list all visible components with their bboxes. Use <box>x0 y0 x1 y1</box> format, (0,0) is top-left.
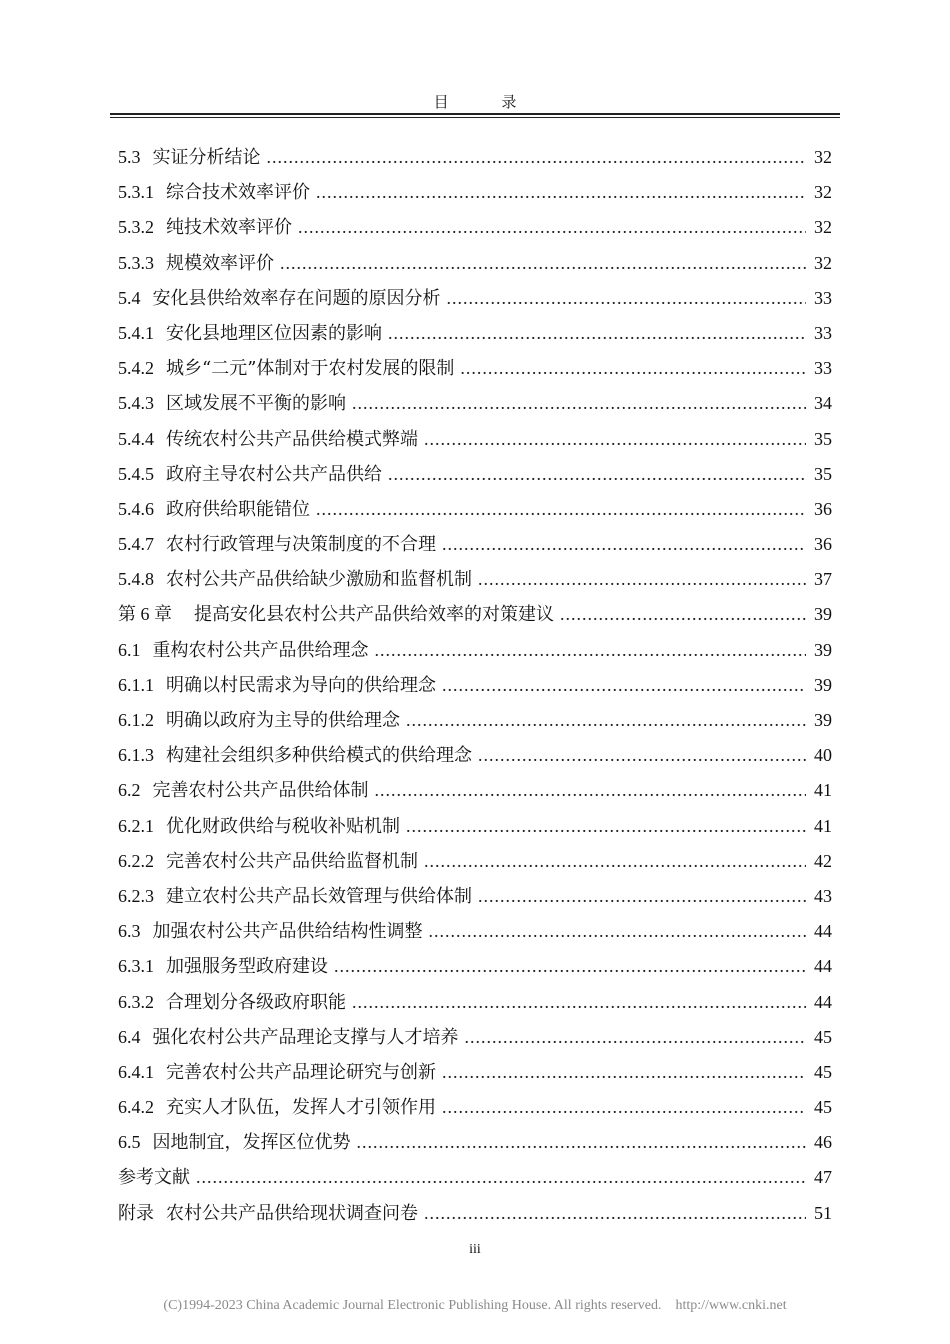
toc-entry-page: 36 <box>814 498 832 519</box>
toc-entry-number: 6.3 <box>118 921 141 942</box>
toc-entry-title: 完善农村公共产品供给监督机制 <box>166 850 418 872</box>
toc-leader-dots <box>478 738 806 773</box>
toc-entry-page: 47 <box>814 1167 832 1188</box>
toc-leader-dots <box>388 316 806 351</box>
toc-entry-number: 6.1.3 <box>118 745 154 766</box>
toc-entry[interactable] <box>118 773 832 808</box>
toc-entry[interactable] <box>118 1090 832 1125</box>
page-header-title: 目 录 <box>433 93 541 111</box>
toc-entry-number: 6.5 <box>118 1132 141 1153</box>
toc-entry[interactable] <box>118 949 832 984</box>
toc-entry[interactable] <box>118 809 832 844</box>
toc-entry-page: 35 <box>814 463 832 484</box>
toc-entry[interactable] <box>118 281 832 316</box>
toc-entry-page: 44 <box>814 956 832 977</box>
toc-entry-title: 规模效率评价 <box>166 252 274 274</box>
toc-leader-dots <box>424 422 806 457</box>
toc-entry-title: 农村公共产品供给缺少激励和监督机制 <box>166 569 472 591</box>
toc-leader-dots <box>478 562 806 597</box>
toc-entry-title: 建立农村公共产品长效管理与供给体制 <box>166 885 472 907</box>
toc-entry-page: 33 <box>814 358 832 379</box>
toc-entry-page: 43 <box>814 885 832 906</box>
toc-entry[interactable] <box>118 562 832 597</box>
toc-entry-title: 实证分析结论 <box>152 147 261 168</box>
toc-leader-dots <box>357 1125 807 1160</box>
toc-entry-title: 构建社会组织多种供给模式的供给理念 <box>166 745 472 767</box>
toc-entry-number: 6.4.2 <box>118 1097 154 1118</box>
toc-entry-number: 6.2.3 <box>118 885 154 906</box>
toc-entry-page: 39 <box>814 639 832 660</box>
toc-leader-dots <box>316 492 806 527</box>
toc-leader-dots <box>280 246 806 281</box>
toc-entry-title: 优化财政供给与税收补贴机制 <box>166 815 400 837</box>
toc-entry-title: 重构农村公共产品供给理念 <box>152 639 369 661</box>
footer-url[interactable]: http://www.cnki.net <box>675 1298 787 1313</box>
toc-entry-title: 纯技术效率评价 <box>166 217 292 239</box>
toc-leader-dots <box>316 175 806 210</box>
toc-entry-page: 41 <box>814 780 832 801</box>
toc-entry-title: 城乡“二元”体制对于农村发展的限制 <box>166 358 455 380</box>
toc-leader-dots <box>267 140 807 175</box>
toc-entry-page: 51 <box>814 1202 832 1223</box>
toc-entry-title: 完善农村公共产品供给体制 <box>152 780 369 802</box>
toc-entry-number: 6.1.1 <box>118 674 154 695</box>
toc-entry-number: 6.4.1 <box>118 1061 154 1082</box>
toc-entry-number: 5.4.8 <box>118 569 154 590</box>
toc-entry-page: 35 <box>814 428 832 449</box>
toc-entry-number: 第 6 章 <box>118 604 172 625</box>
toc-entry[interactable] <box>118 844 832 879</box>
toc-entry[interactable] <box>118 492 832 527</box>
toc-leader-dots <box>478 879 806 914</box>
toc-entry[interactable] <box>118 879 832 914</box>
toc-entry-number: 5.4.2 <box>118 358 154 379</box>
toc-entry-page: 39 <box>814 710 832 730</box>
toc-entry-number: 5.4.6 <box>118 498 154 519</box>
toc-leader-dots <box>298 210 806 245</box>
toc-leader-dots <box>560 597 806 632</box>
toc-entry-title: 传统农村公共产品供给模式弊端 <box>166 428 418 450</box>
toc-leader-dots <box>442 668 806 703</box>
page-number: iii <box>469 1242 481 1257</box>
toc-entry-title: 安化县地理区位因素的影响 <box>166 322 382 344</box>
toc-entry[interactable] <box>118 1055 832 1090</box>
toc-entry-number: 5.3 <box>118 147 141 167</box>
toc-entry[interactable] <box>118 1160 832 1195</box>
toc-entry[interactable] <box>118 175 832 210</box>
toc-entry-page: 46 <box>814 1132 832 1153</box>
toc-entry-number: 5.4.3 <box>118 393 154 414</box>
toc-entry-number: 6.3.2 <box>118 991 154 1012</box>
toc-entry-title: 充实人才队伍，发挥人才引领作用 <box>166 1097 436 1119</box>
header-rule <box>110 113 840 118</box>
toc-leader-dots <box>424 844 806 879</box>
copyright-text: (C)1994-2023 China Academic Journal Electronic Publishing House. All rights reserved. <box>163 1298 662 1313</box>
toc-entry-page: 44 <box>814 991 832 1012</box>
toc-entry[interactable] <box>118 386 832 421</box>
toc-leader-dots <box>465 1020 807 1055</box>
toc-entry-title: 加强服务型政府建设 <box>166 956 328 978</box>
toc-entry-number: 5.3.1 <box>118 182 154 203</box>
toc-entry-title: 政府供给职能错位 <box>166 498 310 520</box>
toc-entry[interactable] <box>118 527 832 562</box>
toc-entry[interactable] <box>118 1020 832 1055</box>
toc-entry-page: 40 <box>814 745 832 766</box>
toc-entry-page: 32 <box>814 252 832 273</box>
toc-leader-dots <box>442 527 806 562</box>
toc-leader-dots <box>375 773 807 808</box>
toc-entry-page: 44 <box>814 921 832 942</box>
toc-leader-dots <box>442 1055 806 1090</box>
toc-entry[interactable] <box>118 633 832 668</box>
toc-leader-dots <box>352 386 806 421</box>
toc-entry[interactable] <box>118 1125 832 1160</box>
toc-entry-number: 6.2.1 <box>118 815 154 836</box>
toc-entry-page: 42 <box>814 850 832 871</box>
toc-entry-title: 综合技术效率评价 <box>166 182 310 204</box>
toc-leader-dots <box>447 281 807 316</box>
toc-entry-page: 39 <box>814 604 832 625</box>
copyright-footer <box>0 1298 950 1314</box>
toc-entry-page: 33 <box>814 322 832 343</box>
toc-entry-number: 5.3.3 <box>118 252 154 273</box>
toc-entry[interactable] <box>118 457 832 492</box>
toc-entry-number: 附录 <box>118 1202 154 1223</box>
toc-entry-number: 6.2.2 <box>118 850 154 871</box>
toc-leader-dots <box>334 949 806 984</box>
toc-entry-page: 45 <box>814 1097 832 1118</box>
toc-entry-page: 37 <box>814 569 832 590</box>
table-of-contents <box>118 140 832 1231</box>
toc-entry-number: 6.1.2 <box>118 710 154 730</box>
toc-entry[interactable] <box>118 1196 832 1231</box>
toc-entry[interactable] <box>118 738 832 773</box>
toc-entry-number: 5.4 <box>118 287 141 308</box>
toc-entry-title: 提高安化县农村公共产品供给效率的对策建议 <box>194 604 554 626</box>
toc-entry-page: 45 <box>814 1061 832 1082</box>
toc-leader-dots <box>460 351 806 386</box>
toc-entry[interactable] <box>118 140 832 175</box>
toc-entry[interactable] <box>118 316 832 351</box>
toc-leader-dots <box>388 457 806 492</box>
toc-leader-dots <box>406 809 806 844</box>
toc-entry-title: 明确以村民需求为导向的供给理念 <box>166 674 436 696</box>
toc-entry-page: 39 <box>814 674 832 695</box>
toc-leader-dots <box>352 985 806 1020</box>
toc-entry[interactable] <box>118 597 832 632</box>
toc-entry-page: 41 <box>814 815 832 836</box>
toc-leader-dots <box>429 914 807 949</box>
toc-entry-page: 32 <box>814 217 832 238</box>
toc-entry-number: 5.3.2 <box>118 217 154 238</box>
toc-leader-dots <box>375 633 807 668</box>
toc-entry[interactable] <box>118 422 832 457</box>
toc-entry-title: 政府主导农村公共产品供给 <box>166 463 382 485</box>
toc-entry-number: 6.1 <box>118 639 141 660</box>
toc-entry-page: 36 <box>814 534 832 555</box>
toc-entry-title: 因地制宜，发挥区位优势 <box>152 1132 351 1154</box>
toc-leader-dots <box>442 1090 806 1125</box>
toc-entry-number: 5.4.4 <box>118 428 154 449</box>
toc-entry-page: 34 <box>814 393 832 414</box>
toc-entry-title: 农村公共产品供给现状调查问卷 <box>166 1202 418 1224</box>
toc-entry-page: 45 <box>814 1026 832 1047</box>
toc-entry-title: 完善农村公共产品理论研究与创新 <box>166 1061 436 1083</box>
toc-entry-title: 农村行政管理与决策制度的不合理 <box>166 534 436 556</box>
toc-entry-title: 明确以政府为主导的供给理念 <box>166 710 400 731</box>
toc-entry[interactable] <box>118 246 832 281</box>
toc-entry-page: 32 <box>814 147 832 167</box>
toc-entry[interactable] <box>118 210 832 245</box>
toc-entry-number: 5.4.7 <box>118 534 154 555</box>
toc-entry-title: 区域发展不平衡的影响 <box>166 393 346 415</box>
toc-entry[interactable] <box>118 914 832 949</box>
toc-leader-dots <box>424 1196 806 1231</box>
toc-entry-title: 参考文献 <box>118 1167 190 1189</box>
toc-entry-number: 6.4 <box>118 1026 141 1047</box>
toc-entry-number: 6.3.1 <box>118 956 154 977</box>
toc-entry-title: 强化农村公共产品理论支撑与人才培养 <box>152 1026 459 1048</box>
toc-entry-page: 32 <box>814 182 832 203</box>
toc-leader-dots <box>196 1160 806 1195</box>
toc-entry-page: 33 <box>814 287 832 308</box>
toc-leader-dots <box>406 703 806 738</box>
toc-entry-number: 6.2 <box>118 780 141 801</box>
toc-entry-title: 加强农村公共产品供给结构性调整 <box>152 921 423 943</box>
toc-entry[interactable] <box>118 351 832 386</box>
toc-entry[interactable] <box>118 668 832 703</box>
toc-entry-title: 安化县供给效率存在问题的原因分析 <box>152 287 441 309</box>
toc-entry-number: 5.4.1 <box>118 322 154 343</box>
toc-entry-title: 合理划分各级政府职能 <box>166 991 346 1013</box>
toc-entry-number: 5.4.5 <box>118 463 154 484</box>
toc-entry[interactable] <box>118 703 832 738</box>
toc-entry[interactable] <box>118 985 832 1020</box>
